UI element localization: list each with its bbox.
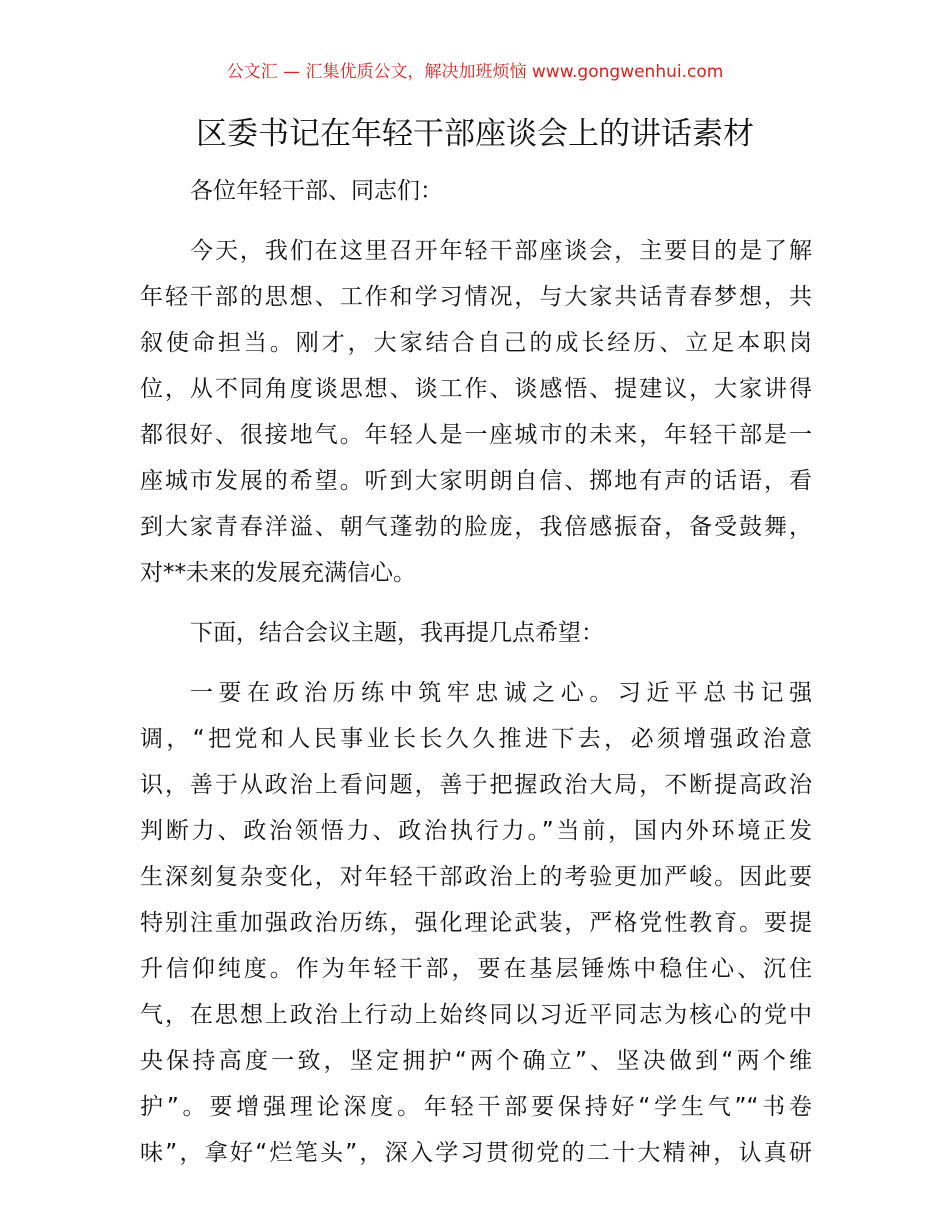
paragraph-line: 央保持高度一致，坚定拥护“两个确立”、坚决做到“两个维	[140, 1048, 812, 1074]
paragraph-gap	[140, 656, 812, 670]
paragraph-line: 今天，我们在这里召开年轻干部座谈会，主要目的是了解	[190, 238, 812, 264]
paragraph-transition	[140, 610, 812, 656]
paragraph-line: 位，从不同角度谈思想、谈工作、谈感悟、提建议，大家讲得	[140, 376, 812, 402]
paragraph-gap	[140, 596, 812, 610]
paragraph-line: 一要在政治历练中筑牢忠诚之心。习近平总书记强	[190, 680, 812, 706]
paragraph-line: 护”。要增强理论深度。年轻干部要保持好“学生气”“书卷	[140, 1094, 812, 1120]
paragraph-line: 识，善于从政治上看问题，善于把握政治大局，不断提高政治	[140, 772, 812, 798]
paragraph-line: 判断力、政治领悟力、政治执行力。”当前，国内外环境正发	[140, 818, 812, 844]
paragraph-line: 到大家青春洋溢、朝气蓬勃的脸庞，我倍感振奋，备受鼓舞，	[140, 514, 812, 540]
paragraph-line: 都很好、很接地气。年轻人是一座城市的未来，年轻干部是一	[140, 422, 812, 448]
paragraph-line: 生深刻复杂变化，对年轻干部政治上的考验更加严峻。因此要	[140, 864, 812, 890]
paragraph-line: 年轻干部的思想、工作和学习情况，与大家共话青春梦想，共	[140, 284, 812, 310]
site-header-banner: 公文汇 — 汇集优质公文，解决加班烦恼 www.gongwenhui.com	[226, 62, 724, 82]
paragraph-intro	[140, 228, 812, 596]
document-body	[140, 168, 812, 1176]
salutation: 各位年轻干部、同志们：	[190, 178, 443, 204]
paragraph-point-one	[140, 670, 812, 1176]
paragraph-line: 座城市发展的希望。听到大家明朗自信、掷地有声的话语，看	[140, 468, 812, 494]
paragraph-line: 味”，拿好“烂笔头”，深入学习贯彻党的二十大精神，认真研	[140, 1140, 812, 1166]
paragraph-gap	[140, 214, 812, 228]
paragraph-line: 下面，结合会议主题，我再提几点希望：	[190, 620, 604, 646]
paragraph-line: 特别注重加强政治历练，强化理论武装，严格党性教育。要提	[140, 910, 812, 936]
paragraph-line: 对**未来的发展充满信心。	[140, 560, 416, 586]
paragraph-line: 调，“把党和人民事业长长久久推进下去，必须增强政治意	[140, 726, 812, 752]
paragraph-line: 叙使命担当。刚才，大家结合自己的成长经历、立足本职岗	[140, 330, 812, 356]
document-title: 区委书记在年轻干部座谈会上的讲话素材	[196, 116, 754, 152]
paragraph-line: 气，在思想上政治上行动上始终同以习近平同志为核心的党中	[140, 1002, 812, 1028]
paragraph-line: 升信仰纯度。作为年轻干部，要在基层锤炼中稳住心、沉住	[140, 956, 812, 982]
